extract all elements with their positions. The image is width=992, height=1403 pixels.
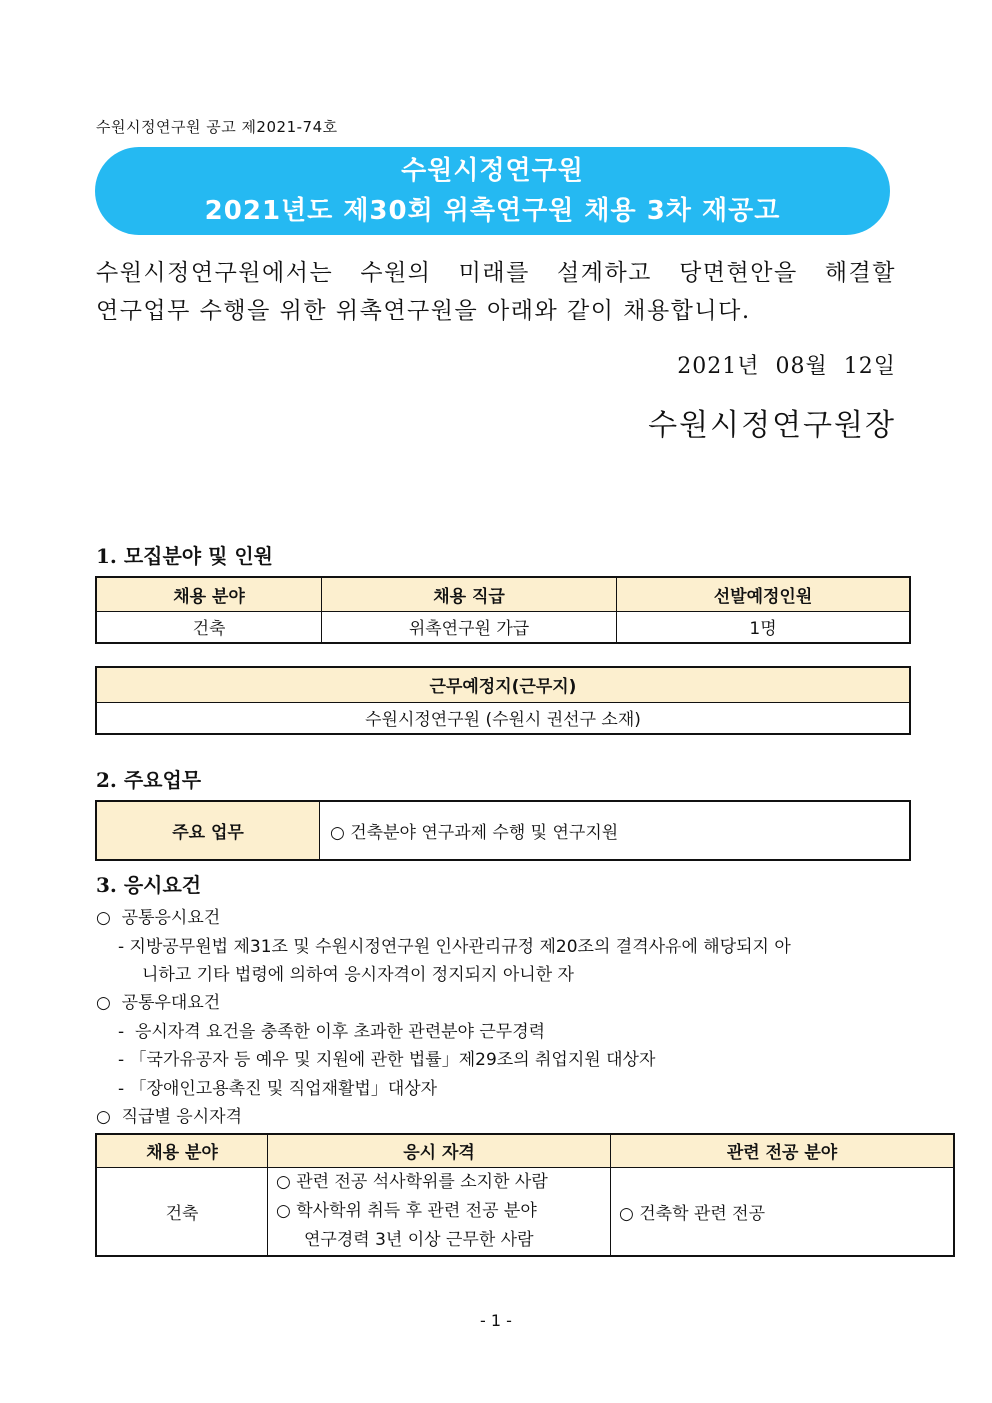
qual-cell-qualification xyxy=(268,1167,611,1256)
common-req-line2: 니하고 기타 법령에 의하여 응시자격이 정지되지 아니한 자 xyxy=(142,965,574,985)
cell-headcount: 1명 xyxy=(617,611,911,643)
location-header: 근무예정지(근무지) xyxy=(96,667,910,702)
location-table xyxy=(95,666,911,735)
recruitment-table xyxy=(95,576,911,644)
pref-item: - 응시자격 요건을 충족한 이후 초과한 관련분야 근무경력 xyxy=(118,1022,546,1042)
grade-title: ○ 직급별 응시자격 xyxy=(96,1107,242,1127)
cell-grade: 위촉연구원 가급 xyxy=(322,611,617,643)
header-field: 채용 분야 xyxy=(96,577,322,611)
pref-item: - 「장애인고용촉진 및 직업재활법」대상자 xyxy=(118,1079,438,1099)
qual-header-major: 관련 전공 분야 xyxy=(611,1134,955,1167)
qual-line: 연구경력 3년 이상 근무한 사람 xyxy=(304,1229,534,1250)
intro-paragraph xyxy=(96,254,896,330)
common-req-line1: - 지방공무원법 제31조 및 수원시정연구원 인사관리규정 제20조의 결격사유에 해당되지 아 xyxy=(118,937,791,957)
intro-line1: 수원시정연구원에서는 수원의 미래를 설계하고 당면현안을 해결할 xyxy=(96,260,896,286)
banner-title-line1: 수원시정연구원 xyxy=(401,156,584,186)
title-banner xyxy=(95,147,890,235)
section2-title: 2. 주요업무 xyxy=(96,768,202,792)
page-number: - 1 - xyxy=(480,1311,512,1330)
qual-line: ○ 학사학위 취득 후 관련 전공 분야 xyxy=(276,1200,537,1221)
duties-label: 주요 업무 xyxy=(96,801,320,860)
location-value: 수원시정연구원 (수원시 권선구 소재) xyxy=(96,702,910,734)
qual-header-qualification: 응시 자격 xyxy=(268,1134,611,1167)
qual-cell-major: ○ 건축학 관련 전공 xyxy=(611,1167,955,1256)
header-grade: 채용 직급 xyxy=(322,577,617,611)
qual-header-field: 채용 분야 xyxy=(96,1134,268,1167)
qualification-table xyxy=(95,1133,955,1257)
duties-value: ○ 건축분야 연구과제 수행 및 연구지원 xyxy=(320,801,911,860)
issuer-name: 수원시정연구원장 xyxy=(648,408,896,443)
cell-field: 건축 xyxy=(96,611,322,643)
intro-line2: 연구업무 수행을 위한 위촉연구원을 아래와 같이 채용합니다. xyxy=(96,298,751,324)
section1-title: 1. 모집분야 및 인원 xyxy=(96,544,274,568)
duties-table xyxy=(95,800,911,861)
banner-title-line2: 2021년도 제30회 위촉연구원 채용 3차 재공고 xyxy=(204,196,781,226)
qual-line: ○ 관련 전공 석사학위를 소지한 사람 xyxy=(276,1171,548,1192)
notice-date: 2021년 08월 12일 xyxy=(677,354,896,379)
common-req-title: ○ 공통응시요건 xyxy=(96,908,221,928)
header-headcount: 선발예정인원 xyxy=(617,577,911,611)
pref-title: ○ 공통우대요건 xyxy=(96,993,221,1013)
qual-cell-field: 건축 xyxy=(96,1167,268,1256)
pref-item: - 「국가유공자 등 예우 및 지원에 관한 법률」제29조의 취업지원 대상자 xyxy=(118,1050,656,1070)
section3-title: 3. 응시요건 xyxy=(96,873,202,897)
notice-number: 수원시정연구원 공고 제2021-74호 xyxy=(96,118,338,136)
